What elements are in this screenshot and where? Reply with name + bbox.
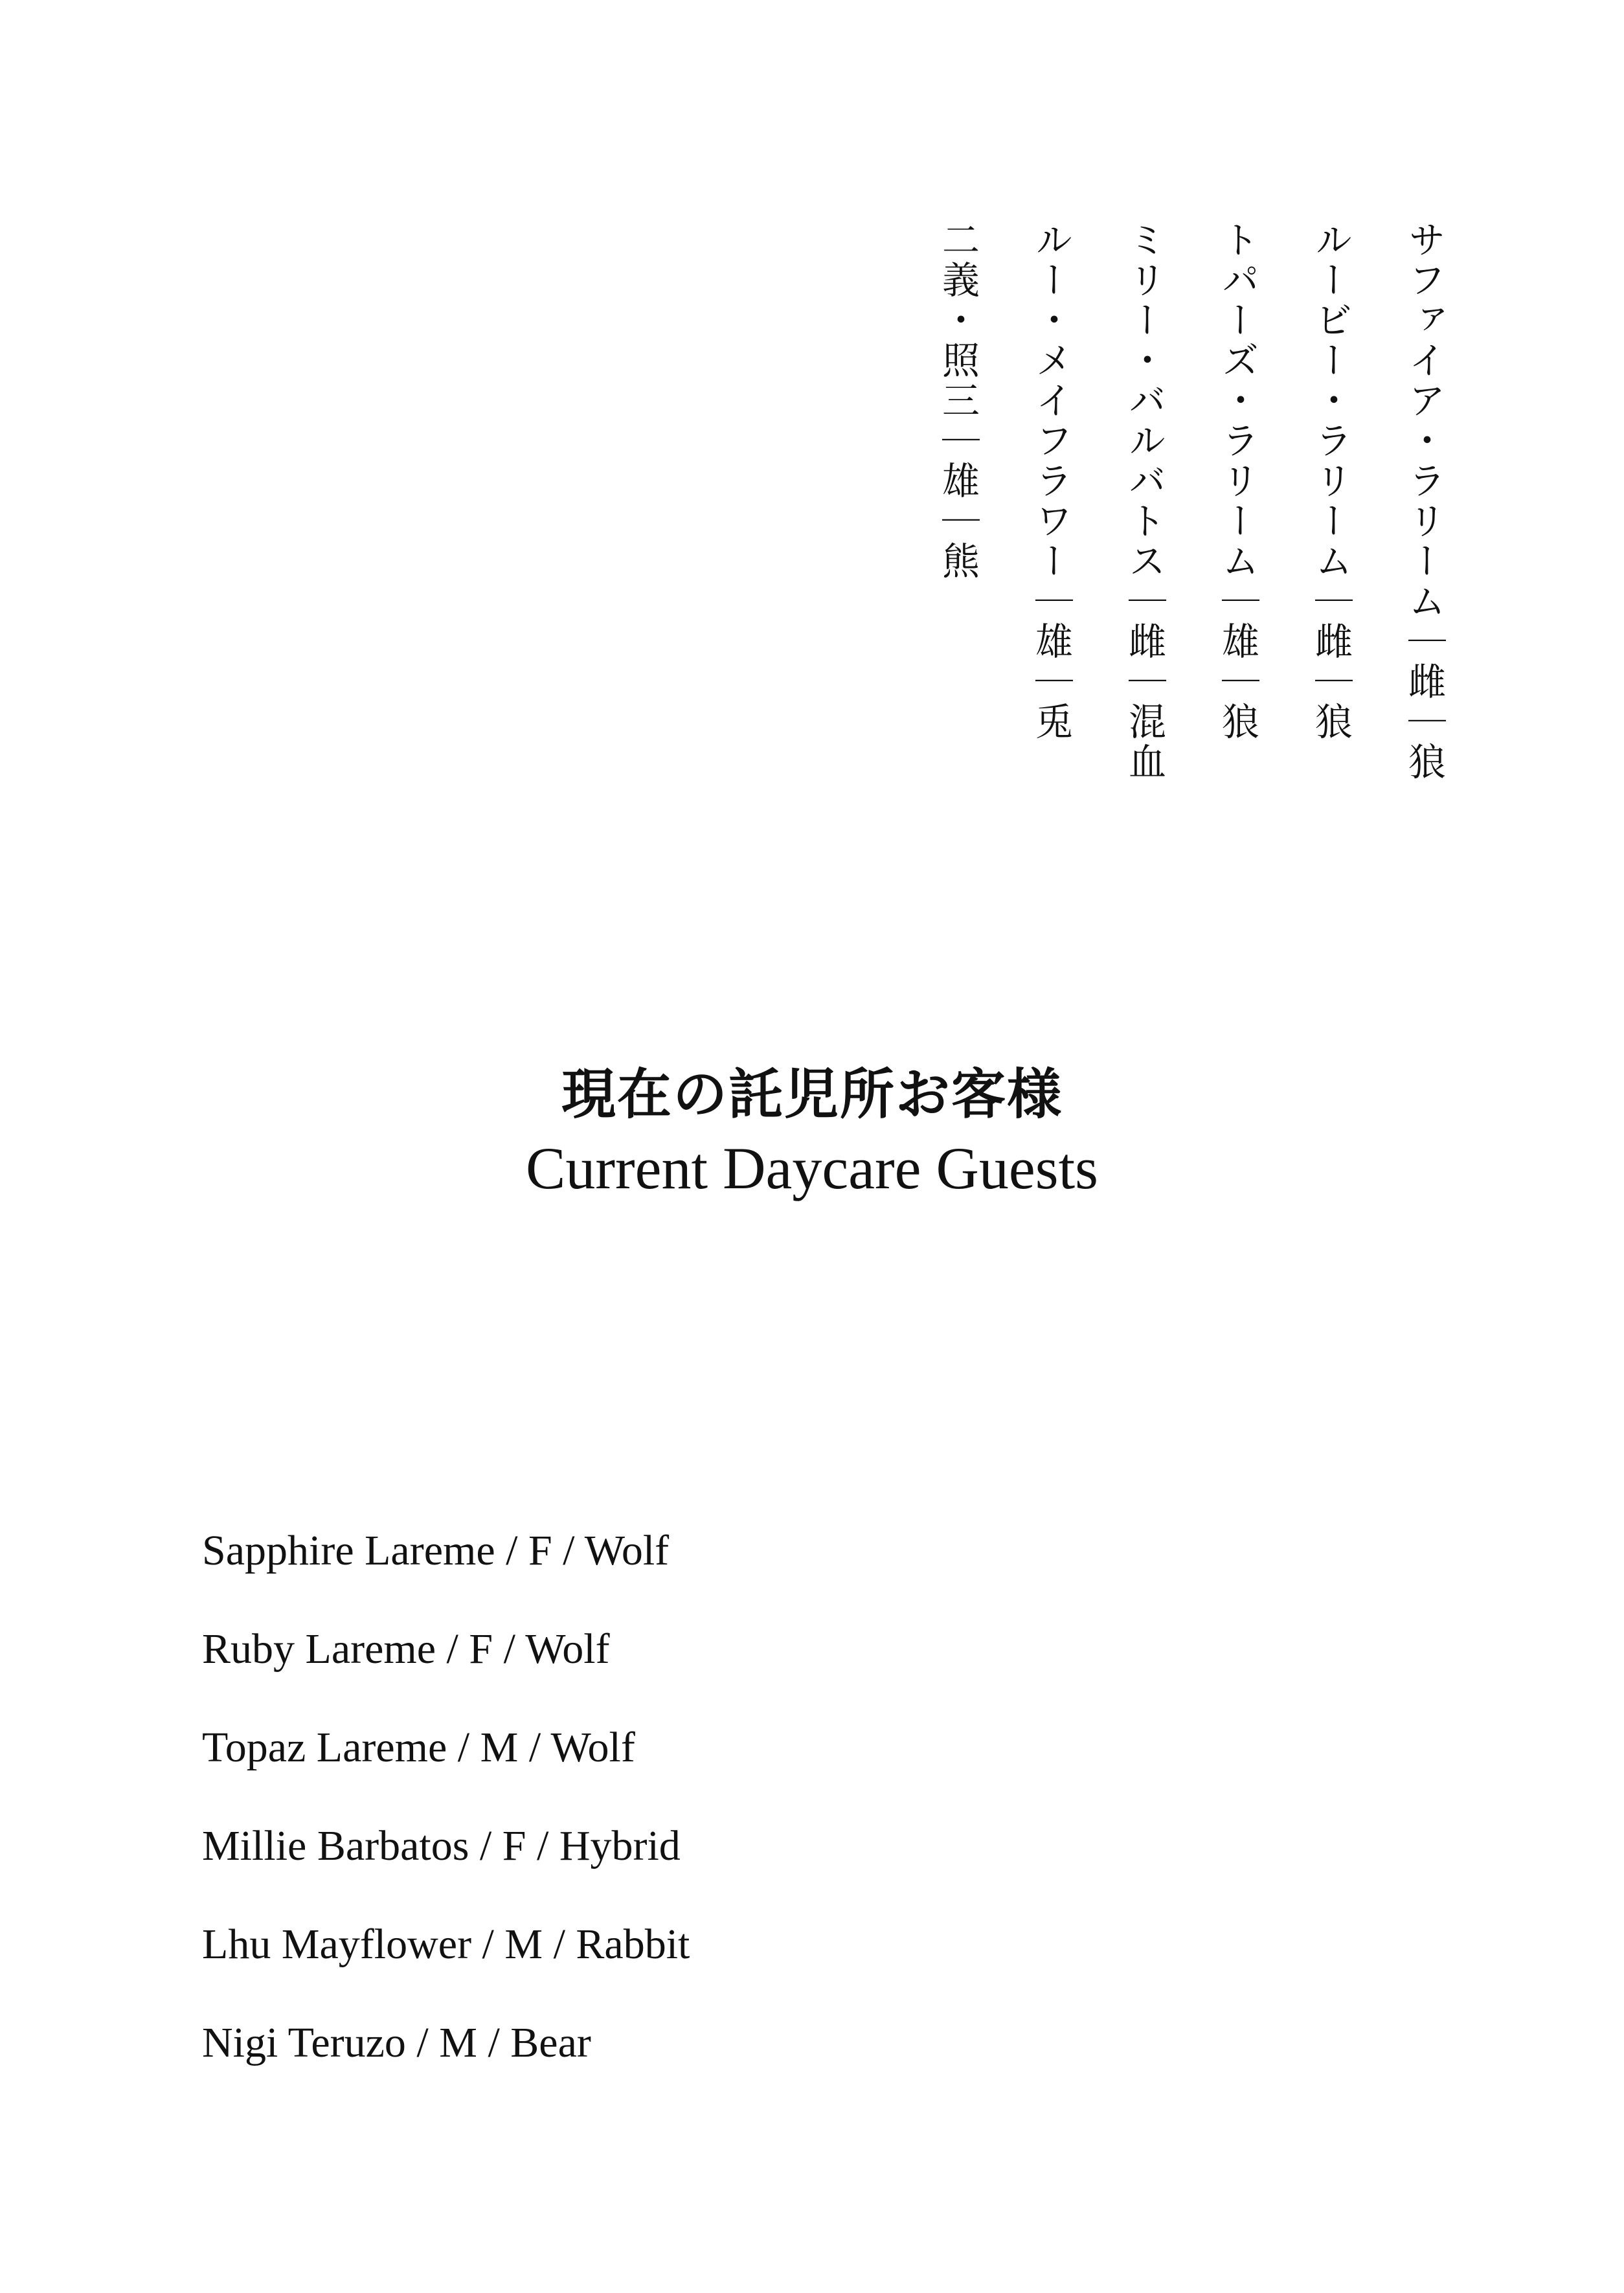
english-guest-entry: Ruby Lareme / F / Wolf [202, 1625, 610, 1673]
japanese-guest-entry: 二義・照三｜雄｜熊 [936, 220, 980, 582]
title-japanese: 現在の託児所お客様 [561, 1062, 1063, 1126]
japanese-guest-entry: トパーズ・ラリーム｜雄｜狼 [1215, 220, 1259, 742]
english-guest-entry: Sapphire Lareme / F / Wolf [202, 1527, 670, 1574]
english-guest-entry: Nigi Teruzo / M / Bear [202, 2019, 591, 2066]
english-guest-entry: Topaz Lareme / M / Wolf [202, 1724, 635, 1771]
english-guest-entry: Lhu Mayflower / M / Rabbit [202, 1921, 690, 1968]
japanese-guest-entry: ルー・メイフラワー｜雄｜兎 [1029, 220, 1073, 742]
page-title [0, 1062, 1624, 1206]
english-guest-entry: Millie Barbatos / F / Hybrid [202, 1822, 681, 1869]
english-guest-list [202, 1525, 690, 2116]
japanese-guest-entry: サファイア・ラリーム｜雌｜狼 [1402, 220, 1446, 782]
japanese-guest-entry: ルービー・ラリーム｜雌｜狼 [1309, 220, 1353, 742]
japanese-guest-entry: ミリー・バルバトス｜雌｜混血 [1122, 220, 1166, 782]
title-english: Current Daycare Guests [526, 1135, 1098, 1201]
japanese-guest-list [936, 220, 1446, 868]
